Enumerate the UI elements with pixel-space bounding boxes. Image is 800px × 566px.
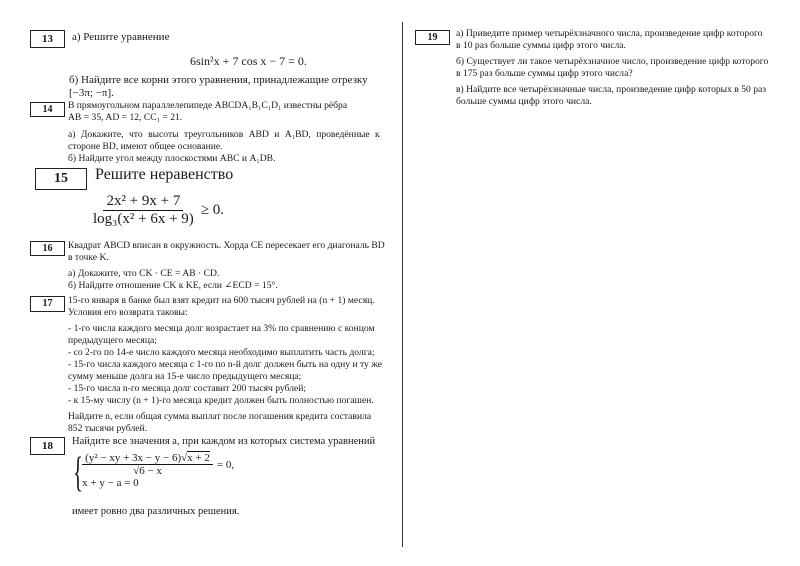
problem-text: б) Найдите все корни этого уравнения, принадлежащие отрезку xyxy=(69,74,368,86)
problem-text: имеет ровно два различных решения. xyxy=(72,506,240,517)
problem-text: Найдите все значения a, при каждом из которых система уравнений xyxy=(72,436,376,447)
problem-text: [−3π; −π]. xyxy=(69,87,114,99)
problem-number: 16 xyxy=(30,241,65,256)
problem-text: 852 тысячи рублей. xyxy=(68,423,148,434)
problem-title: Решите неравенство xyxy=(95,166,234,183)
problem-text: а) Докажите, что CK · CE = AB · CD. xyxy=(68,268,220,279)
problem-text: в точке K. xyxy=(68,252,109,263)
problem-number: 18 xyxy=(30,437,65,455)
problem-text: б) Существует ли такое четырёхзначное число, произведение цифр которого xyxy=(456,56,769,67)
problem-number: 19 xyxy=(415,30,450,45)
problem-text: Квадрат ABCD вписан в окружность. Хорда CE пересекает его диагональ BD xyxy=(68,240,385,251)
problem-text: В прямоугольном параллелепипеде ABCDA₁B₁C₁D₁ известны рёбра xyxy=(68,100,348,111)
problem-text: а) Решите уравнение xyxy=(72,31,170,43)
equation-2: x + y − a = 0 xyxy=(82,477,139,489)
condition: сумму меньше долга на 15-е число предыдущего месяца; xyxy=(68,371,302,382)
problem-text: а) Докажите, что высоты треугольников ABD и A₁BD, проведённые к xyxy=(68,129,380,140)
condition: - со 2-го по 14-е число каждого месяца необходимо выплатить часть долга; xyxy=(68,347,375,358)
problem-number: 17 xyxy=(30,296,65,312)
problem-text: больше суммы цифр этого числа. xyxy=(456,96,592,107)
problem-text: б) Найдите отношение CK к KE, если ∠ECD = 15°. xyxy=(68,280,278,291)
problem-text: а) Приведите пример четырёхзначного числа, произведение цифр которого xyxy=(456,28,763,39)
problem-number: 15 xyxy=(35,168,87,190)
problem-text: AB = 35, AD = 12, CC₁ = 21. xyxy=(68,112,183,123)
problem-text: в 175 раз больше суммы цифр этого числа? xyxy=(456,68,633,79)
inequality xyxy=(90,193,224,228)
numerator-factor: (y² − xy + 3x − y − 6) xyxy=(85,452,182,464)
problem-number: 14 xyxy=(30,102,65,117)
problem-number: 13 xyxy=(30,30,65,48)
column-divider xyxy=(402,22,403,547)
problem-text: в) Найдите все четырёхзначные числа, произведение цифр которых в 50 раз xyxy=(456,84,767,95)
problem-text: 15-го января в банке был взят кредит на 600 тысяч рублей на (n + 1) месяц. xyxy=(68,295,375,306)
denominator: log₃(x² + 6x + 9) xyxy=(93,211,194,227)
denominator: 6 − x xyxy=(139,465,162,477)
equation-system: { $\frac{\text{(y² − xy + 3x − y − 6)√x + 2}}{√6 - x}$ = 0, x + y − a = 0 xyxy=(73,450,235,496)
brace: { xyxy=(73,450,84,496)
condition: - к 15-му числу (n + 1)-го месяца кредит должен быть полностью погашен. xyxy=(68,395,374,406)
problem-text: Условия его возврата таковы: xyxy=(68,307,188,318)
problem-text: Найдите n, если общая сумма выплат после погашения кредита составила xyxy=(68,411,372,422)
equation: 6sin²x + 7 cos x − 7 = 0. xyxy=(190,54,307,68)
condition: - 1-го числа каждого месяца долг возрастает на 3% по сравнению с концом xyxy=(68,323,375,334)
condition: - 15-го числа каждого месяца с 1-го по n-й долг должен быть на одну и ту же xyxy=(68,359,383,370)
numerator-root: x + 2 xyxy=(187,452,210,464)
rhs: = 0, xyxy=(216,458,235,471)
condition: - 15-го числа n-го месяца долг составит 200 тысяч рублей; xyxy=(68,383,307,394)
problem-text: стороне BD, имеют общее основание. xyxy=(68,141,223,152)
rhs: ≥ 0. xyxy=(200,202,225,218)
problem-text: б) Найдите угол между плоскостями ABC и A₁DB. xyxy=(68,153,276,164)
numerator: 2x² + 9x + 7 xyxy=(103,193,183,211)
problem-text: в 10 раз больше суммы цифр этого числа. xyxy=(456,40,626,51)
condition: предыдущего месяца; xyxy=(68,335,157,346)
